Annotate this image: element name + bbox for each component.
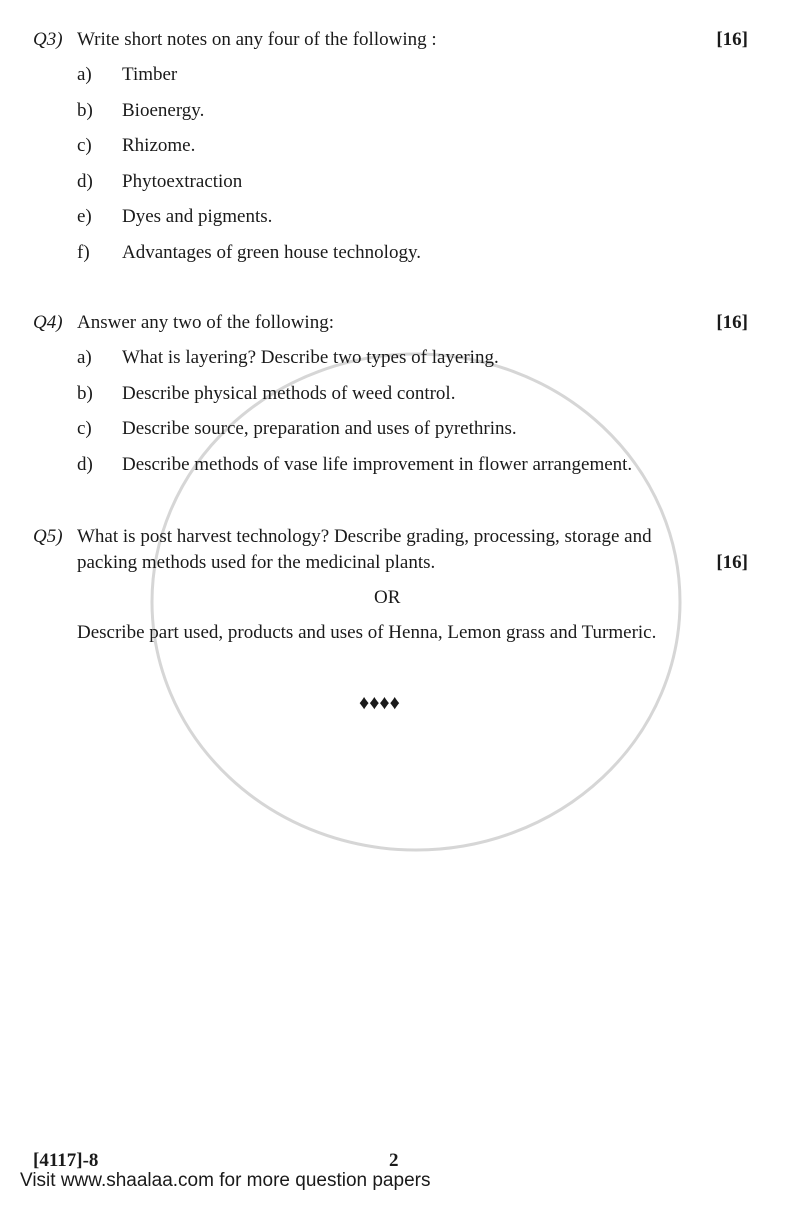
item-letter: f) [77,242,90,263]
q3-text: Write short notes on any four of the following : [77,29,437,50]
q5-marks: [16] [716,552,748,573]
item-text: Timber [122,64,178,85]
q5-line1: What is post harvest technology? Describe grading, processing, storage and [77,526,652,547]
item-letter: c) [77,135,92,157]
q4-marks: [16] [716,312,748,333]
page-number: 2 [389,1150,399,1171]
item-text: Describe source, preparation and uses of pyrethrins. [122,418,517,440]
item-letter: b) [77,382,93,404]
q5-label: Q5) [33,526,63,547]
item-letter: e) [77,206,92,228]
item-text: Bioenergy. [122,99,205,121]
item-text: Describe physical methods of weed control. [122,382,456,404]
item-text: Rhizome. [122,135,196,157]
item-letter: d) [77,170,93,192]
item-text: What is layering? Describe two types of layering. [122,347,499,368]
q3-label: Q3) [33,29,63,50]
visit-link[interactable]: Visit www.shaalaa.com for more question papers [20,1170,431,1191]
item-letter: b) [77,99,93,121]
q4-label: Q4) [33,312,63,333]
or-label: OR [374,587,401,608]
item-letter: c) [77,418,92,440]
end-diamonds: ♦♦♦♦ [359,692,400,714]
item-text: Describe methods of vase life improvement in flower arrangement. [122,453,633,475]
q3-marks: [16] [716,29,748,50]
q5-line2: packing methods used for the medicinal plants. [77,552,436,573]
item-text: Dyes and pigments. [122,206,273,228]
item-text: Advantages of green house technology. [122,242,421,263]
item-letter: a) [77,347,92,368]
item-letter: a) [77,64,92,85]
paper-code: [4117]-8 [33,1150,99,1171]
item-text: Phytoextraction [122,170,243,192]
q4-text: Answer any two of the following: [77,312,334,333]
item-letter: d) [77,453,93,475]
q5-alternative: Describe part used, products and uses of Henna, Lemon grass and Turmeric. [77,622,657,643]
